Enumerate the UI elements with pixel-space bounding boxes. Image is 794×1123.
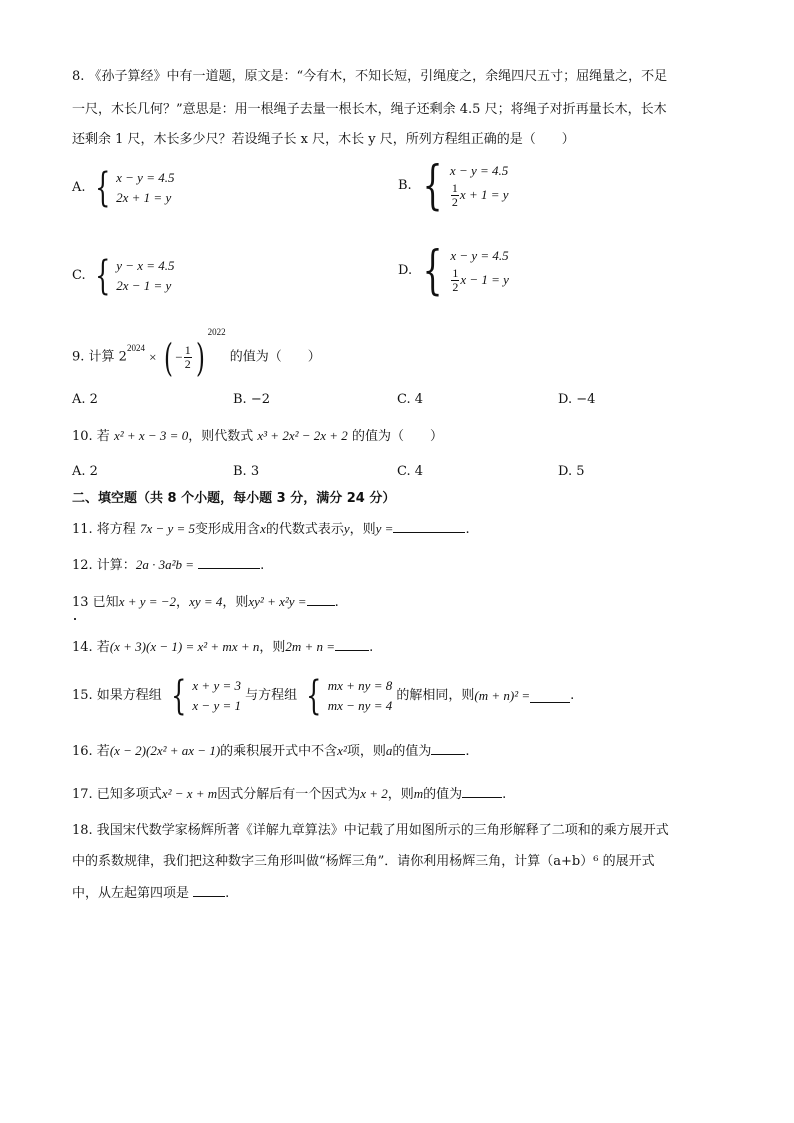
q17: 17. 已知多项式x² − x + m因式分解后有一个因式为x + 2，则m的值为 . [72,786,507,802]
fraction: $\frac{1}{2}$ [184,343,191,371]
equation-1: x − y = 4.5 [449,163,509,178]
fraction: $\frac{1}{2}$ [452,266,459,294]
q9-option-c[interactable]: C. 4 [397,392,424,407]
q10-option-c[interactable]: C. 4 [397,464,424,479]
option-label: C. [72,268,86,283]
answer-blank[interactable] [335,638,369,651]
answer-blank[interactable] [431,742,465,755]
equation-2: 2x − 1 = y [116,278,172,293]
equation-system [90,253,175,299]
stray-dot [74,618,76,620]
q13: 13 已知x + y = −2，xy = 4，则xy² + x²y = . [72,594,339,610]
left-brace: { [94,165,111,211]
left-brace: { [171,673,187,719]
right-paren: ) [195,335,205,380]
q8-option-b[interactable] [398,156,509,216]
answer-blank[interactable] [307,593,335,606]
left-brace: { [306,673,322,719]
q11: 11. 将方程 7x − y = 5变形成用含x的代数式表示y，则y = . [72,521,470,537]
left-brace: { [94,253,111,299]
q8-option-c[interactable] [72,253,175,299]
q15: 15. 如果方程组 { x + y = 3 x − y = 1 与方程组 { mx + ny = 8 mx − ny = 4 的解相同，则(m + n)² = . [72,673,575,719]
q10-stem: 10. 若 x² + x − 3 = 0，则代数式 x³ + 2x² − 2x + 2 的值为（ ） [72,428,443,444]
left-paren: ( [163,335,173,380]
answer-blank[interactable] [530,690,570,703]
q10-option-a[interactable]: A. 2 [72,464,98,479]
q8-option-d[interactable] [398,241,509,301]
q9-option-b[interactable]: B. −2 [233,392,270,407]
option-label: A. [72,180,86,195]
option-label: B. [398,178,412,193]
q9-option-d[interactable]: D. −4 [558,392,596,407]
answer-blank[interactable] [198,556,260,569]
equation-2: 2x + 1 = y [116,190,172,205]
equation-1: y − x = 4.5 [116,258,175,273]
q8-line-1: 8. 《孙子算经》中有一道题，原文是：“今有木，不知长短，引绳度之，余绳四尺五寸；屈绳量之，不足 [72,69,668,84]
q9-stem: 9. 计算 $2^{2024}$ × ( − $\frac{1}{2}$ )$^{2022}$ 的值为（ ） [72,327,321,380]
q14: 14. 若(x + 3)(x − 1) = x² + mx + n，则2m + n = . [72,639,374,655]
q8-line-2: 一尺，木长几何？”意思是：用一根绳子去量一根长木，绳子还剩余 4.5 尺；将绳子对折再量长木，长木 [72,102,667,117]
q18-line-1: 18. 我国宋代数学家杨辉所著《详解九章算法》中记载了用如图所示的三角形解释了二项和的乘方展开式 [72,823,669,838]
equation-system [90,165,175,211]
equation-1: x − y = 4.5 [116,170,175,185]
answer-blank[interactable] [462,785,502,798]
q8-line-3: 还剩余 1 尺，木长多少尺？若设绳子长 x 尺，木长 y 尺，所列方程组正确的是（ ） [72,132,575,147]
fraction: $\frac{1}{2}$ [451,181,458,209]
equation-2: x + 1 = y [459,187,509,202]
equation-system-2: { mx + ny = 8 mx − ny = 4 [306,673,393,719]
equation-2: x − 1 = y [460,272,509,287]
algebraic-expression: x³ + 2x² − 2x + 2 [257,428,348,443]
equation-system [416,241,509,301]
left-brace: { [422,241,443,301]
answer-blank[interactable] [393,520,465,533]
q10-option-d[interactable]: D. 5 [558,464,585,479]
condition-equation: x² + x − 3 = 0 [113,428,189,443]
section-heading: 二、填空题（共 8 个小题，每小题 3 分，满分 24 分） [72,491,396,506]
q9-option-a[interactable]: A. 2 [72,392,98,407]
equation-1: x − y = 4.5 [450,248,509,263]
option-label: D. [398,263,413,278]
equation-system-1: { x + y = 3 x − y = 1 [171,673,241,719]
q8-option-a[interactable] [72,165,175,211]
answer-blank[interactable] [193,884,225,897]
equation-system [416,156,509,216]
q10-option-b[interactable]: B. 3 [233,464,260,479]
q18-line-2: 中的系数规律，我们把这种数字三角形叫做“杨辉三角”．请你利用杨辉三角，计算（a+b）⁶ 的展开式 [72,854,655,869]
q16: 16. 若(x − 2)(2x² + ax − 1)的乘积展开式中不含x²项，则a的值为 . [72,743,470,759]
q12: 12. 计算：2a · 3a²b = . [72,557,265,573]
q18-line-3: 中，从左起第四项是 . [72,886,230,901]
left-brace: { [422,156,443,216]
